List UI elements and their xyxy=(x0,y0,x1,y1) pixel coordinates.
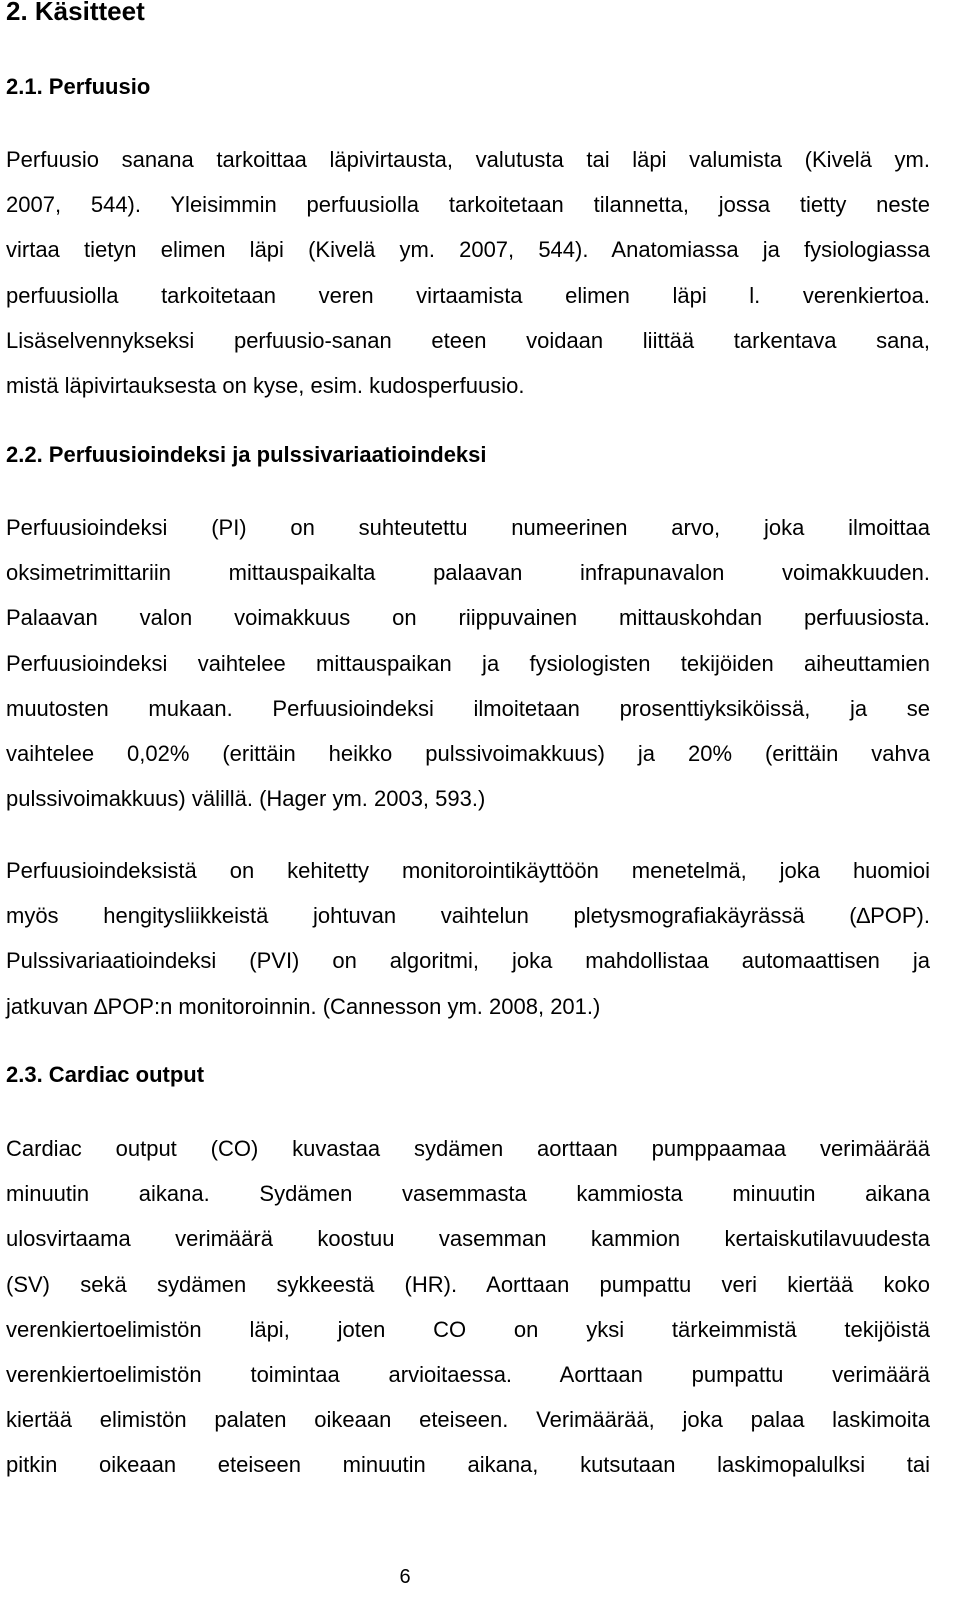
text-line: Perfuusioindeksi vaihtelee mittauspaikan ja fysiologisten tekijöiden aiheuttamien xyxy=(6,650,930,676)
text-line: mistä läpivirtauksesta on kyse, esim. kudosperfuusio. xyxy=(6,372,525,398)
text-line: 2007, 544). Yleisimmin perfuusiolla tarkoitetaan tilannetta, jossa tietty neste xyxy=(6,192,930,218)
section-heading-perfuusioindeksi: 2.2. Perfuusioindeksi ja pulssivariaatioindeksi xyxy=(6,442,487,467)
text-line: Perfuusioindeksistä on kehitetty monitorointikäyttöön menetelmä, joka huomioi xyxy=(6,858,930,883)
text-line: Perfuusio sanana tarkoittaa läpivirtausta, valutusta tai läpi valumista (Kivelä ym. xyxy=(6,147,930,172)
text-line: Lisäselvennykseksi perfuusio-sanan eteen voidaan liittää tarkentava sana, xyxy=(6,327,930,353)
paragraph-cardiac-output xyxy=(6,1126,930,1488)
paragraph-perfuusio-definition xyxy=(6,137,930,408)
text-line: ulosvirtaama verimäärä koostuu vasemman kammion kertaiskutilavuudesta xyxy=(6,1226,930,1252)
text-line: (SV) sekä sydämen sykkeestä (HR). Aorttaan pumpattu veri kiertää koko xyxy=(6,1271,930,1297)
text-line: muutosten mukaan. Perfuusioindeksi ilmoitetaan prosenttiyksiköissä, ja se xyxy=(6,695,930,721)
chapter-heading: 2. Käsitteet xyxy=(6,0,145,26)
text-line: Cardiac output (CO) kuvastaa sydämen aorttaan pumppaamaa verimäärää xyxy=(6,1136,930,1161)
section-heading-perfuusio: 2.1. Perfuusio xyxy=(6,74,151,99)
paragraph-pulssivariaatioindeksi xyxy=(6,848,930,1029)
text-line: oksimetrimittariin mittauspaikalta palaavan infrapunavalon voimakkuuden. xyxy=(6,560,930,586)
text-line: virtaa tietyn elimen läpi (Kivelä ym. 2007, 544). Anatomiassa ja fysiologiassa xyxy=(6,237,930,263)
text-line: perfuusiolla tarkoitetaan veren virtaamista elimen läpi l. verenkiertoa. xyxy=(6,282,930,308)
text-line: kiertää elimistön palaten oikeaan eteiseen. Verimäärää, joka palaa laskimoita xyxy=(6,1407,930,1433)
text-line: vaihtelee 0,02% (erittäin heikko pulssivoimakkuus) ja 20% (erittäin vahva xyxy=(6,740,930,766)
paragraph-perfuusioindeksi xyxy=(6,505,930,821)
text-line: Perfuusioindeksi (PI) on suhteutettu numeerinen arvo, joka ilmoittaa xyxy=(6,515,930,540)
text-line: verenkiertoelimistön toimintaa arvioitaessa. Aorttaan pumpattu verimäärä xyxy=(6,1361,930,1387)
text-line: pulssivoimakkuus) välillä. (Hager ym. 2003, 593.) xyxy=(6,786,486,812)
text-line: myös hengitysliikkeistä johtuvan vaihtelun pletysmografiakäyrässä (∆POP). xyxy=(6,903,930,929)
text-line: Pulssivariaatioindeksi (PVI) on algoritmi, joka mahdollistaa automaattisen ja xyxy=(6,948,930,974)
text-line: jatkuvan ∆POP:n monitoroinnin. (Cannesson ym. 2008, 201.) xyxy=(6,993,601,1019)
text-line: minuutin aikana. Sydämen vasemmasta kammiosta minuutin aikana xyxy=(6,1181,930,1207)
page-number: 6 xyxy=(399,1566,411,1588)
text-line: pitkin oikeaan eteiseen minuutin aikana, kutsutaan laskimopalulksi tai xyxy=(6,1452,930,1478)
text-line: verenkiertoelimistön läpi, joten CO on yksi tärkeimmistä tekijöistä xyxy=(6,1316,930,1342)
section-heading-cardiac-output: 2.3. Cardiac output xyxy=(6,1062,205,1087)
text-line: Palaavan valon voimakkuus on riippuvainen mittauskohdan perfuusiosta. xyxy=(6,605,930,631)
